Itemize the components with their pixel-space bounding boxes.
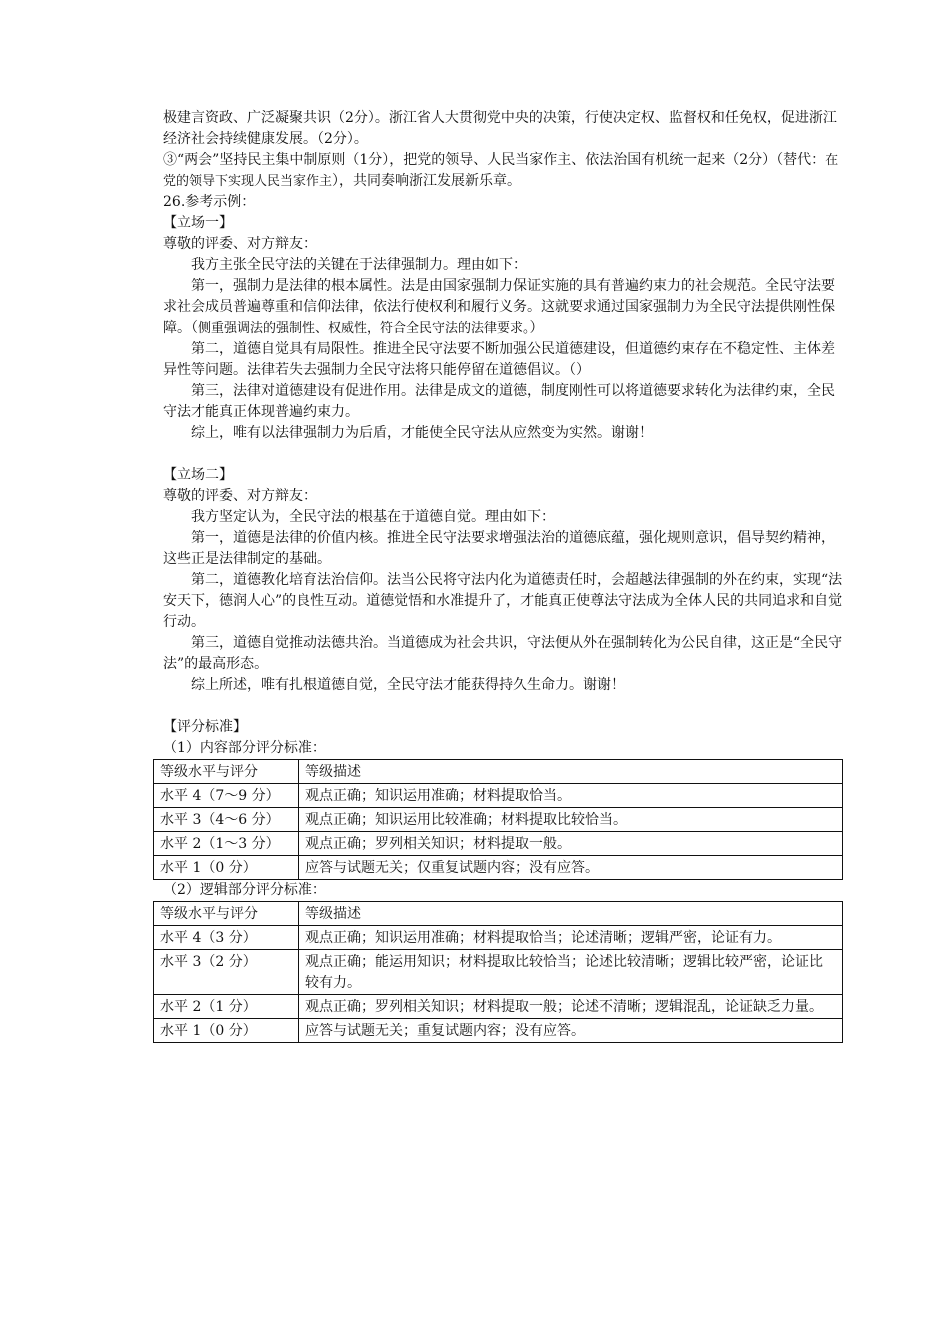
position-1-point-1: 第一，强制力是法律的根本属性。法是由国家强制力保证实施的具有普遍约束力的社会规范。全民守法要求社会成员普遍尊重和信仰法律，依法行使权利和履行义务。这就要求通过国家强制力为全民守法提供刚性保障。（侧重强调法的强制性、权威性，符合全民守法的法律要求。） xyxy=(163,278,835,336)
level-cell: 水平 2（1～3 分） xyxy=(154,832,299,856)
level-cell: 水平 3（4～6 分） xyxy=(154,808,299,832)
position-2-conclusion: 综上所述，唯有扎根道德自觉，全民守法才能获得持久生命力。谢谢！ xyxy=(191,677,625,693)
position-2-greeting: 尊敬的评委、对方辩友： xyxy=(163,488,317,504)
position-2-point-2: 第二，道德教化培育法治信仰。法当公民将守法内化为道德责任时，会超越法律强制的外在约束，实现“法安天下，德润人心”的良性互动。道德觉悟和水准提升了，才能真正使尊法守法成为全体人民的共同追求和自觉行动。 xyxy=(163,572,843,630)
description-cell: 观点正确；罗列相关知识；材料提取一般。 xyxy=(299,832,843,856)
description-cell: 应答与试题无关；仅重复试题内容；没有应答。 xyxy=(299,856,843,880)
logic-scoring-table xyxy=(153,901,843,1043)
intro-alt-note: 在党的领导下实现人民当家作主 xyxy=(163,153,839,189)
table-row xyxy=(154,856,843,880)
document-page xyxy=(160,108,843,1043)
position-2-thesis: 我方坚定认为，全民守法的根基在于道德自觉。理由如下： xyxy=(191,509,555,525)
level-cell: 水平 3（2 分） xyxy=(154,950,299,995)
level-cell: 水平 2（1 分） xyxy=(154,995,299,1019)
table-header-cell: 等级描述 xyxy=(299,760,843,784)
description-cell: 观点正确；能运用知识；材料提取比较恰当；论述比较清晰；逻辑比较严密，论证比较有力。 xyxy=(299,950,843,995)
table-header-cell: 等级描述 xyxy=(299,902,843,926)
position-1-point-2: 第二，道德自觉具有局限性。推进全民守法要不断加强公民道德建设，但道德约束存在不稳定性、主体差异性等问题。法律若失去强制力全民守法将只能停留在道德倡议。（） xyxy=(163,341,835,378)
table-row xyxy=(154,808,843,832)
level-cell: 水平 4（3 分） xyxy=(154,926,299,950)
table-row xyxy=(154,926,843,950)
position-2-heading: 【立场二】 xyxy=(163,467,233,483)
description-cell: 应答与试题无关；重复试题内容；没有应答。 xyxy=(299,1019,843,1043)
description-cell: 观点正确；知识运用准确；材料提取恰当。 xyxy=(299,784,843,808)
table-header-row xyxy=(154,902,843,926)
position-1-thesis: 我方主张全民守法的关键在于法律强制力。理由如下： xyxy=(191,257,527,273)
position-1-conclusion: 综上，唯有以法律强制力为后盾，才能使全民守法从应然变为实然。谢谢！ xyxy=(191,425,653,441)
description-cell: 观点正确；知识运用比较准确；材料提取比较恰当。 xyxy=(299,808,843,832)
description-cell: 观点正确；知识运用准确；材料提取恰当；论述清晰；逻辑严密，论证有力。 xyxy=(299,926,843,950)
logic-scoring-title: （2）逻辑部分评分标准： xyxy=(163,882,326,898)
position-1-heading: 【立场一】 xyxy=(163,215,233,231)
position-1-greeting: 尊敬的评委、对方辩友： xyxy=(163,236,317,252)
table-header-cell: 等级水平与评分 xyxy=(154,760,299,784)
spacer xyxy=(163,444,843,465)
question-26-label: 26.参考示例： xyxy=(163,194,256,210)
table-header-row xyxy=(154,760,843,784)
position-1-note: 侧重强调法的强制性、权威性，符合全民守法的法律要求。 xyxy=(198,321,530,336)
position-2-point-3: 第三，道德自觉推动法德共治。当道德成为社会共识，守法便从外在强制转化为公民自律，这正是“全民守法”的最高形态。 xyxy=(163,635,843,672)
table-row xyxy=(154,784,843,808)
description-cell: 观点正确；罗列相关知识；材料提取一般；论述不清晰；逻辑混乱，论证缺乏力量。 xyxy=(299,995,843,1019)
table-row xyxy=(154,832,843,856)
level-cell: 水平 1（0 分） xyxy=(154,856,299,880)
level-cell: 水平 4（7～9 分） xyxy=(154,784,299,808)
table-header-cell: 等级水平与评分 xyxy=(154,902,299,926)
spacer xyxy=(163,696,843,717)
table-row xyxy=(154,995,843,1019)
intro-line-3: ③“两会”坚持民主集中制原则（1分），把党的领导、人民当家作主、依法治国有机统一起来（2分）（替代：在党的领导下实现人民当家作主），共同奏响浙江发展新乐章。 xyxy=(163,152,839,189)
position-2-point-1: 第一，道德是法律的价值内核。推进全民守法要求增强法治的道德底蕴，强化规则意识，倡导契约精神，这些正是法律制定的基础。 xyxy=(163,530,835,567)
scoring-heading: 【评分标准】 xyxy=(163,719,247,735)
content-scoring-table xyxy=(153,759,843,880)
table-row xyxy=(154,1019,843,1043)
position-1-point-3: 第三，法律对道德建设有促进作用。法律是成文的道德，制度刚性可以将道德要求转化为法律约束，全民守法才能真正体现普遍约束力。 xyxy=(163,383,835,420)
intro-line-1: 极建言资政、广泛凝聚共识（2分）。浙江省人大贯彻党中央的决策，行使决定权、监督权和任免权，促进浙江经济社会持续健康发展。（2分）。 xyxy=(163,110,837,147)
table-row xyxy=(154,950,843,995)
content-scoring-title: （1）内容部分评分标准： xyxy=(163,740,326,756)
level-cell: 水平 1（0 分） xyxy=(154,1019,299,1043)
